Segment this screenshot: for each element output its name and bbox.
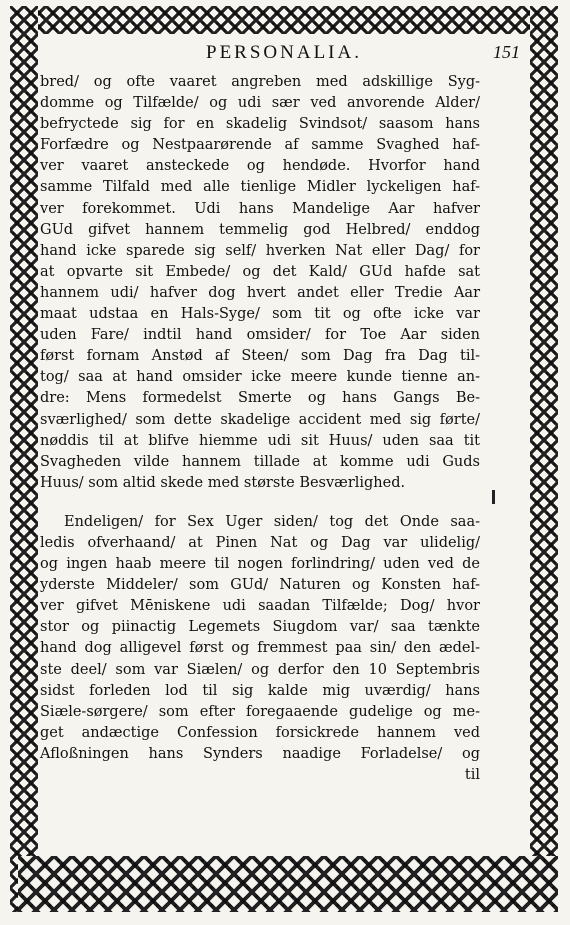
text-line: samme Tilfald med alle tienlige Midler lyckeligen haf- [40,179,480,196]
text-line: hand dog alligevel først og fremmest paa sin/ den ædel- [40,640,480,657]
text-line: maat udstaa en Hals-Syge/ som tit og ofte icke var [40,306,480,323]
text-line: sværlighed/ som dette skadelige accident med sig førte/ [40,411,480,428]
text-line: Forfædre og Nestpaarørende af samme Svaghed haf- [40,137,480,154]
text-line: ver forekommet. Udi hans Mandelige Aar hafver [40,200,480,217]
text-line: tog/ saa at hand omsider icke meere kunde tienne an- [40,369,480,386]
text-line: og ingen haab meere til nogen forlindring/ uden ved de [40,556,480,573]
text-line: domme og Tilfælde/ og udi sær ved anvorende Alder/ [40,95,480,112]
text-line: hand icke sparede sig self/ hverken Nat eller Dag/ for [40,242,480,259]
ornament-border-bottom [18,856,558,912]
text-line: bred/ og ofte vaaret angreben med adskillige Syg- [40,74,480,90]
page-number: 151 [493,42,520,62]
text-line: ste deel/ som var Siælen/ og derfor den 10 Septembris [40,661,480,678]
text-line: ver vaaret ansteckede og hendøde. Hvorfor hand [40,158,480,175]
text-line: stor og piinactig Legemets Siugdom var/ saa tænkte [40,619,480,636]
ornament-border-left [10,6,38,912]
text-line: først fornam Anstød af Steen/ som Dag fra Dag til- [40,348,480,365]
text-line: get andæctige Confession forsickrede hannem ved [40,724,480,741]
margin-mark [492,490,495,504]
text-line: GUd gifvet hannem temmelig god Helbred/ enddog [40,221,480,238]
text-line: sidst forleden lod til sig kalde mig uværdig/ hans [40,682,480,699]
ornament-border-right [530,6,558,912]
text-line: ledis ofverhaand/ at Pinen Nat og Dag var ulidelig/ [40,534,480,551]
text-line: Huus/ som altid skede med største Besværlighed. [40,474,406,491]
text-line: at opvarte sit Embede/ og det Kald/ GUd hafde sat [40,263,480,280]
text-line: Svagheden vilde hannem tillade at komme udi Guds [40,453,480,470]
text-line: befryctede sig for en skadelig Svindsot/ saasom hans [40,116,480,133]
text-line: uden Fare/ indtil hand omsider/ for Toe Aar siden [40,327,480,344]
running-head: PERSONALIA. [206,42,362,63]
text-line: ver gifvet Mēniskene udi saadan Tilfælde; Dog/ hvor [40,598,480,615]
text-line: yderste Middeler/ som GUd/ Naturen og Konsten haf- [40,577,480,594]
text-line: hannem udi/ hafver dog hvert andet eller Tredie Aar [40,284,480,301]
body-text [40,72,480,786]
paragraph-gap [40,494,480,512]
ornament-border-top [18,6,558,34]
text-line: Siæle-sørgere/ som efter foregaaende gudelige og me- [40,703,480,720]
text-line: dre: Mens formedelst Smerte og hans Gangs Be- [40,390,480,407]
catchword: til [464,767,480,783]
page-header [40,40,528,66]
text-line: Afloßningen hans Synders naadige Forladelse/ og [40,745,480,762]
text-line: nøddis til at blifve hiemme udi sit Huus/ uden saa tit [40,432,480,449]
text-line: Endeligen/ for Sex Uger siden/ tog det Onde saa- [64,513,480,530]
